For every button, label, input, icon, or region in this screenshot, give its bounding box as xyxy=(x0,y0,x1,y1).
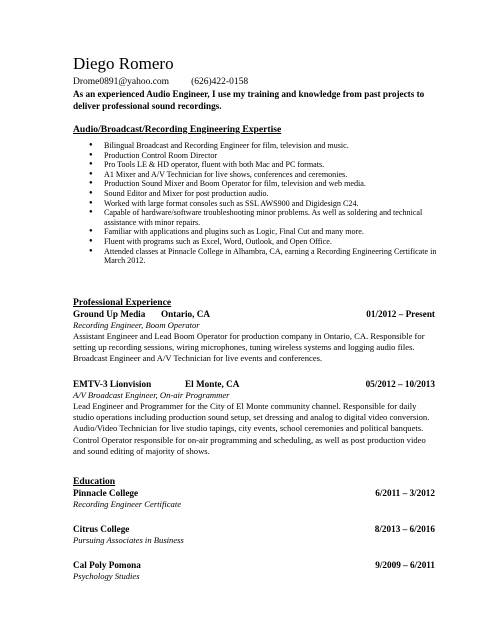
candidate-name: Diego Romero xyxy=(73,54,174,73)
job-dates: 05/2012 – 10/2013 xyxy=(365,379,435,389)
job-entry xyxy=(73,378,435,457)
job-entry xyxy=(73,308,435,365)
school-program: Pursuing Associates in Business xyxy=(73,535,184,545)
school-name: Cal Poly Pomona xyxy=(73,560,141,570)
bullet-icon: ● xyxy=(89,189,93,196)
objective-statement: As an experienced Audio Engineer, I use my training and knowledge from past projects to deliver professional sound recordings. xyxy=(73,89,425,111)
job-dates: 01/2012 – Present xyxy=(366,309,435,319)
contact-line xyxy=(73,77,248,88)
bullet-icon: ● xyxy=(89,247,93,254)
school-program: Recording Engineer Certificate xyxy=(73,499,182,509)
school-header xyxy=(73,523,435,535)
experience-section-title: Professional Experience xyxy=(73,297,172,308)
school-header xyxy=(73,559,435,571)
phone-text: (626)422-0158 xyxy=(191,77,249,87)
job-description: Assistant Engineer and Lead Boom Operator for production company in Ontario, CA. Responsible for setting up recording sessions, wiring microphones, tuning wireless systems and logging audio files. Broadcast Engineer and A/V Technician for live events and conferences. xyxy=(73,331,425,364)
job-role: A/V Broadcast Engineer, On-air Programmer xyxy=(73,390,230,400)
school-dates: 8/2013 – 6/2016 xyxy=(374,524,435,534)
school-name: Citrus College xyxy=(73,524,130,534)
bullet-icon: ● xyxy=(89,237,93,244)
education-section-title: Education xyxy=(73,476,116,487)
job-header xyxy=(73,378,435,390)
bullet-icon: ● xyxy=(89,228,93,235)
bullet-icon: ● xyxy=(89,161,93,168)
bullet-icon: ● xyxy=(89,170,93,177)
list-item: ● Production Sound Mixer and Boom Operator for film, television and web media. xyxy=(89,179,366,189)
job-description: Lead Engineer and Programmer for the City of El Monte community channel. Responsible for daily studio operations including production sound setup, set dressing and analog to digital video conversion. Audio/Video Technician for live studio tapings, city events, school ceremonies and political banquets. Control Operator responsible for on-air programming and scheduling, as well as post production video and sound editing of majority of shows. xyxy=(73,401,430,456)
list-item: ● Sound Editor and Mixer for post production audio. xyxy=(89,188,269,198)
school-name: Pinnacle College xyxy=(73,488,139,498)
list-item: ● Worked with large format consoles such as SSL AWS900 and Digidesign C24. xyxy=(89,198,359,208)
email-text: Drome0891@yahoo.com xyxy=(73,77,170,87)
bullet-icon: ● xyxy=(89,151,93,158)
list-item: ● Bilingual Broadcast and Recording Engineer for film, television and music. xyxy=(89,141,349,150)
list-item: ● Production Control Room Director xyxy=(89,150,218,160)
school-entry xyxy=(73,487,435,510)
school-entry xyxy=(73,559,435,582)
list-item: ● Fluent with programs such as Excel, Word, Outlook, and Open Office. xyxy=(89,236,332,246)
bullet-icon: ● xyxy=(89,199,93,206)
school-dates: 9/2009 – 6/2011 xyxy=(375,560,435,570)
bullet-icon: ● xyxy=(89,142,93,148)
job-header xyxy=(73,308,435,320)
bullet-icon: ● xyxy=(89,180,93,187)
skills-list xyxy=(73,141,443,266)
school-header xyxy=(73,487,435,499)
bullet-icon: ● xyxy=(89,209,93,216)
list-item: ● Pro Tools LE & HD operator, fluent with both Mac and PC formats. xyxy=(89,160,325,170)
school-dates: 6/2011 – 3/2012 xyxy=(375,488,435,498)
list-item: ● Attended classes at Pinnacle College in Alhambra, CA, earning a Recording Engineering Certificate in March 2012. xyxy=(89,246,437,266)
company-name: Ground Up Media xyxy=(73,309,146,319)
job-role: Recording Engineer, Boom Operator xyxy=(73,320,200,330)
skills-section-title: Audio/Broadcast/Recording Engineering Expertise xyxy=(73,124,282,135)
list-item: ● A1 Mixer and A/V Technician for live shows, conferences and ceremonies. xyxy=(89,169,348,179)
school-entry xyxy=(73,523,435,546)
list-item: ● Familiar with applications and plugins such as Logic, Final Cut and many more. xyxy=(89,227,364,237)
school-program: Psychology Studies xyxy=(73,571,140,581)
job-location: Ontario, CA xyxy=(161,309,210,319)
job-location: El Monte, CA xyxy=(185,379,240,389)
company-name: EMTV-3 Lionvision xyxy=(73,379,152,389)
list-item: ● Capable of hardware/software troubleshooting minor problems. As well as soldering and technical assistance with minor repairs. xyxy=(89,208,423,227)
